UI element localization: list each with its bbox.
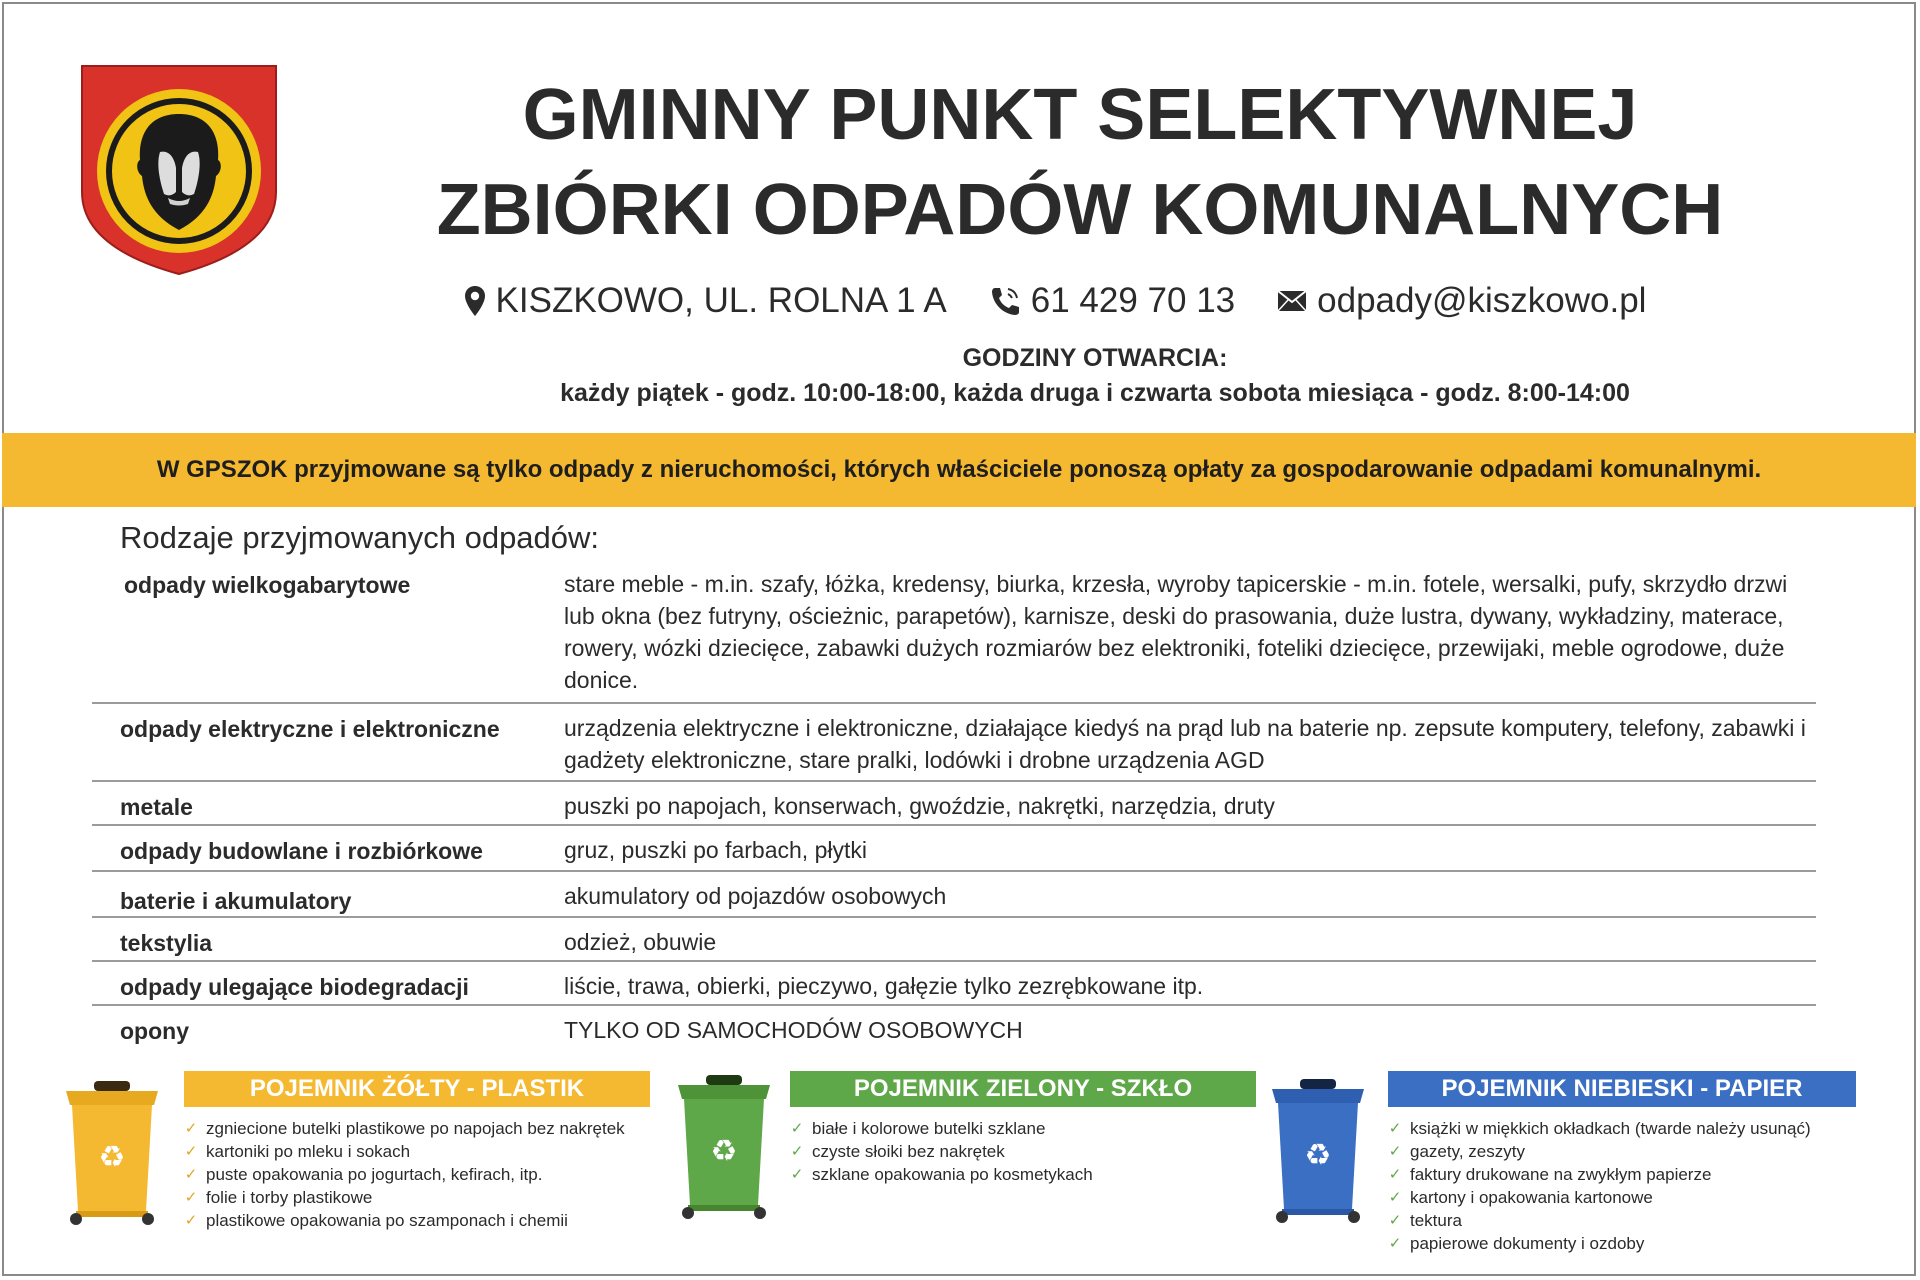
bin-green <box>674 1075 774 1221</box>
svg-text:♻: ♻ <box>710 1134 738 1169</box>
table-row <box>92 704 1816 782</box>
waste-type-name: metale <box>120 794 193 820</box>
bin-green-header: POJEMNIK ZIELONY - SZKŁO <box>790 1071 1256 1107</box>
list-item: ✓ papierowe dokumenty i ozdoby <box>1388 1234 1645 1253</box>
list-item: ✓ faktury drukowane na zwykłym papierze <box>1388 1165 1712 1184</box>
check-icon: ✓ <box>184 1143 198 1160</box>
contact-email[interactable] <box>1277 281 1646 321</box>
svg-text:♻: ♻ <box>98 1140 126 1175</box>
contact-bar <box>0 276 1920 326</box>
bin-yellow-list <box>184 1117 625 1232</box>
bin-blue-list <box>1388 1117 1811 1255</box>
check-icon: ✓ <box>1388 1143 1402 1160</box>
page-title-line-2: ZBIÓRKI ODPADÓW KOMUNALNYCH <box>436 170 1724 250</box>
waste-types-table <box>92 560 1816 1050</box>
list-item: ✓ folie i torby plastikowe <box>184 1188 373 1207</box>
check-icon: ✓ <box>184 1189 198 1206</box>
list-item: ✓ tektura <box>1388 1211 1462 1230</box>
list-item: ✓ gazety, zeszyty <box>1388 1142 1525 1161</box>
check-icon: ✓ <box>1388 1189 1402 1206</box>
list-item: ✓ zgniecione butelki plastikowe po napojach bez nakrętek <box>184 1119 625 1138</box>
list-item: ✓ plastikowe opakowania po szamponach i chemii <box>184 1211 568 1230</box>
bin-blue <box>1268 1079 1368 1225</box>
svg-text:♻: ♻ <box>1304 1138 1332 1173</box>
bins-section <box>0 1065 1920 1275</box>
address-text: KISZKOWO, UL. ROLNA 1 A <box>495 281 947 320</box>
opening-hours-heading: GODZINY OTWARCIA: <box>962 344 1228 372</box>
check-icon: ✓ <box>1388 1235 1402 1252</box>
bin-yellow <box>62 1081 162 1227</box>
check-icon: ✓ <box>790 1166 804 1183</box>
waste-type-desc: TYLKO OD SAMOCHODÓW OSOBOWYCH <box>564 1017 1023 1043</box>
table-row <box>92 962 1816 1006</box>
coat-of-arms-logo <box>80 64 278 276</box>
waste-type-name: odpady wielkogabarytowe <box>124 572 411 598</box>
blue-bin-icon <box>1268 1079 1368 1225</box>
table-row <box>92 560 1816 704</box>
location-pin-icon <box>464 285 486 317</box>
list-item: ✓ kartony i opakowania kartonowe <box>1388 1188 1653 1207</box>
email-link[interactable]: odpady@kiszkowo.pl <box>1317 281 1647 320</box>
waste-type-desc: liście, trawa, obierki, pieczywo, gałęzie tylko zezrębkowane itp. <box>564 973 1204 999</box>
check-icon: ✓ <box>1388 1166 1402 1183</box>
notice-banner-text: W GPSZOK przyjmowane są tylko odpady z nieruchomości, których właściciele ponoszą opłaty za gospodarowanie odpadami komunalnymi. <box>156 456 1762 483</box>
check-icon: ✓ <box>184 1212 198 1229</box>
yellow-bin-icon <box>62 1081 162 1227</box>
check-icon: ✓ <box>1388 1120 1402 1137</box>
waste-type-desc: odzież, obuwie <box>564 929 717 955</box>
check-icon: ✓ <box>184 1166 198 1183</box>
page-title-line-1: GMINNY PUNKT SELEKTYWNEJ <box>522 75 1638 155</box>
phone-icon <box>989 285 1021 317</box>
waste-types-heading: Rodzaje przyjmowanych odpadów: <box>120 520 600 555</box>
waste-type-name: opony <box>120 1018 189 1044</box>
waste-type-desc: urządzenia elektryczne i elektroniczne, działające kiedyś na prąd lub na baterie np. zepsute komputery, telefony, zabawki i gadżety elektroniczne, stare pralki, lodówki i drobne urządzenia AGD <box>564 715 1806 773</box>
waste-type-name: baterie i akumulatory <box>120 888 352 914</box>
contact-phone <box>989 281 1235 321</box>
list-item: ✓ czyste słoiki bez nakrętek <box>790 1142 1005 1161</box>
waste-type-name: odpady elektryczne i elektroniczne <box>120 716 500 742</box>
waste-type-desc: gruz, puszki po farbach, płytki <box>564 837 867 863</box>
table-row <box>92 1006 1816 1050</box>
bin-green-list <box>790 1117 1093 1186</box>
envelope-icon <box>1277 290 1307 312</box>
list-item: ✓ książki w miękkich okładkach (twarde należy usunąć) <box>1388 1119 1811 1138</box>
waste-type-name: odpady ulegające biodegradacji <box>120 974 469 1000</box>
waste-type-desc: stare meble - m.in. szafy, łóżka, kredensy, biurka, krzesła, wyroby tapicerskie - m.in. fotele, wersalki, pufy, skrzydło drzwi lub okna (bez futryny, ościeżnic, parapetów), karnisze, deski do prasowania, duże lustra, dywany, wykładziny, materace, rowery, wózki dziecięce, zabawki dużych rozmiarów bez elektroniki, foteliki dziecięce, przewijaki, meble ogrodowe, duże donice. <box>564 571 1788 693</box>
notice-banner <box>2 433 1916 507</box>
waste-type-name: odpady budowlane i rozbiórkowe <box>120 838 483 864</box>
opening-hours-text: każdy piątek - godz. 10:00-18:00, każda druga i czwarta sobota miesiąca - godz. 8:00-14:00 <box>560 379 1630 407</box>
phone-text: 61 429 70 13 <box>1030 281 1236 320</box>
green-bin-icon <box>674 1075 774 1221</box>
list-item: ✓ puste opakowania po jogurtach, kefirach, itp. <box>184 1165 543 1184</box>
list-item: ✓ szklane opakowania po kosmetykach <box>790 1165 1093 1184</box>
list-item: ✓ kartoniki po mleku i sokach <box>184 1142 411 1161</box>
bin-yellow-header: POJEMNIK ŻÓŁTY - PLASTIK <box>184 1071 650 1107</box>
list-item: ✓ białe i kolorowe butelki szklane <box>790 1119 1046 1138</box>
bin-blue-header: POJEMNIK NIEBIESKI - PAPIER <box>1388 1071 1856 1107</box>
check-icon: ✓ <box>184 1120 198 1137</box>
check-icon: ✓ <box>1388 1212 1402 1229</box>
contact-address <box>464 281 947 321</box>
table-row <box>92 826 1816 872</box>
check-icon: ✓ <box>790 1120 804 1137</box>
table-row <box>92 782 1816 826</box>
waste-type-name: tekstylia <box>120 930 213 956</box>
waste-type-desc: akumulatory od pojazdów osobowych <box>564 883 947 909</box>
check-icon: ✓ <box>790 1143 804 1160</box>
table-row <box>92 918 1816 962</box>
table-row <box>92 872 1816 918</box>
waste-type-desc: puszki po napojach, konserwach, gwoździe, nakrętki, narzędzia, druty <box>564 793 1275 819</box>
